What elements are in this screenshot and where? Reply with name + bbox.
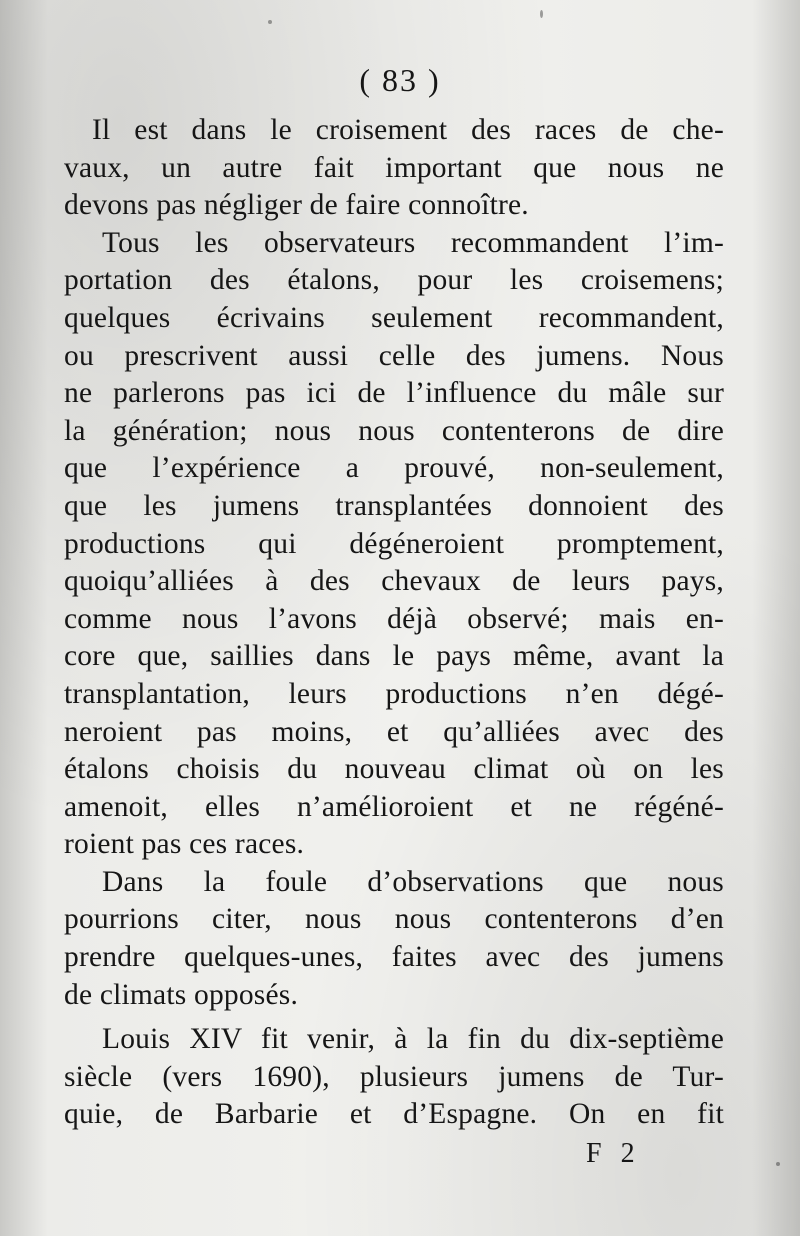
ink-speck [776,1162,780,1166]
text-line: de climats opposés. [64,978,299,1011]
text-line: Tous les observateurs recommandent l’im- [102,226,724,259]
text-line: comme nous l’avons déjà observé; mais en- [64,602,724,635]
text-line: ne parlerons pas ici de l’influence du mâle sur [64,377,724,410]
text-line: que les jumens transplantées donnoient des [64,489,724,522]
text-line: ou prescrivent aussi celle des jumens. Nous [64,339,724,372]
text-line: quoiqu’alliées à des chevaux de leurs pays, [64,565,724,598]
text-line: siècle (vers 1690), plusieurs jumens de Tur- [64,1060,724,1093]
text-line: quie, de Barbarie et d’Espagne. On en fit [64,1098,724,1131]
text-line: Louis XIV fit venir, à la fin du dix-septième [102,1023,724,1056]
ink-speck [268,20,272,24]
text-line: Dans la foule d’observations que nous [102,865,724,898]
text-line: quelques écrivains seulement recommandent, [64,301,724,334]
text-line: étalons choisis du nouveau climat où on les [64,753,724,786]
text-line: vaux, un autre fait important que nous ne [64,151,724,184]
page-number: ( 83 ) [359,62,441,98]
text-line: core que, saillies dans le pays même, avant la [64,640,724,673]
text-line: neroient pas moins, et qu’alliées avec des [64,715,724,748]
text-line: la génération; nous nous contenterons de dire [64,414,724,447]
text-line: pourrions citer, nous nous contenterons d’en [64,903,724,936]
text-line: Il est dans le croisement des races de che- [92,114,724,146]
ink-speck [540,10,543,18]
text-line: prendre quelques-unes, faites avec des jumens [64,941,724,974]
text-line: que l’expérience a prouvé, non-seulement, [64,452,724,485]
text-line: productions qui dégéneroient promptement, [64,527,724,560]
text-line: devons pas négliger de faire connoître. [64,189,529,222]
text-line: transplantation, leurs productions n’en dégé- [64,677,724,710]
text-line: amenoit, elles n’amélioroient et ne régéné- [64,790,724,823]
text-line: portation des étalons, pour les croisemens; [64,264,724,297]
body-text [64,112,724,1134]
signature-mark: F 2 [586,1138,641,1169]
text-line: roient pas ces races. [64,828,305,861]
